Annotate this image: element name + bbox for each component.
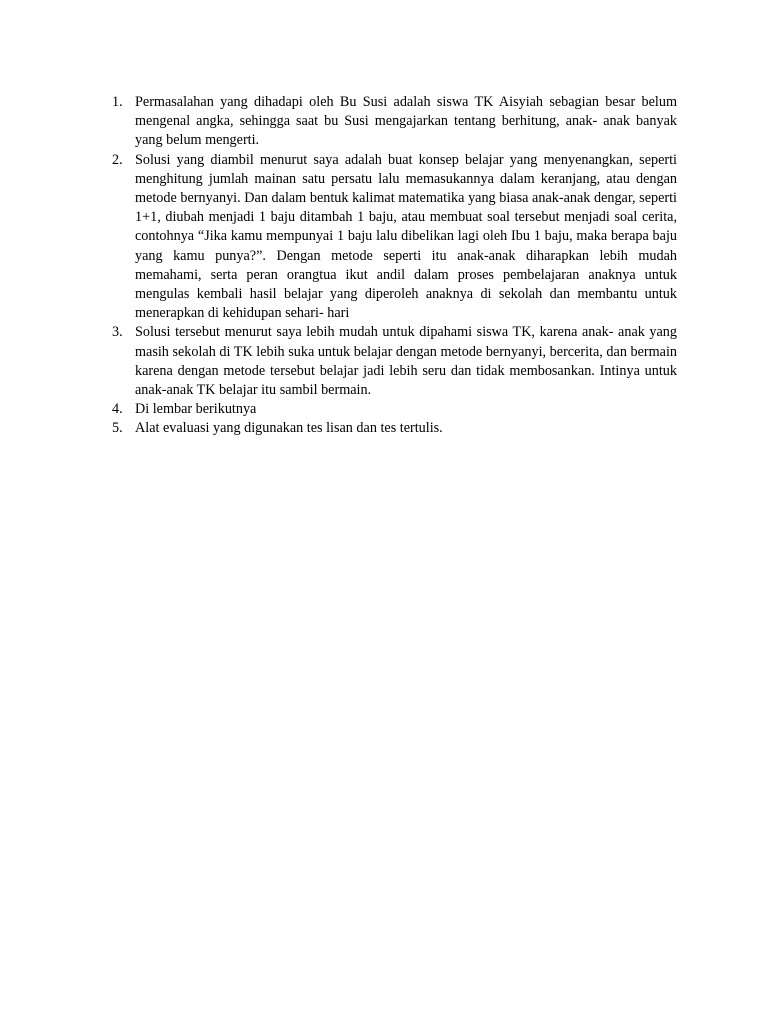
list-item <box>102 151 677 324</box>
item-number: 5. <box>112 420 123 437</box>
item-number: 3. <box>112 324 123 341</box>
answer-list <box>102 93 677 439</box>
list-item <box>102 93 677 151</box>
item-number: 1. <box>112 94 123 110</box>
list-item <box>102 323 677 400</box>
item-text: Di lembar berikutnya <box>135 401 257 418</box>
item-text: Alat evaluasi yang digunakan tes lisan dan tes tertulis. <box>135 420 443 437</box>
list-item <box>102 419 677 438</box>
item-text: Solusi tersebut menurut saya lebih mudah untuk dipahami siswa TK, karena anak- anak yang masih sekolah di TK lebih suka untuk belajar dengan metode bernyanyi, bercerita, dan bermain karena dengan metode tersebut belajar jadi lebih seru dan tidak membosankan. Intinya untuk anak-anak TK belajar itu sambil bermain. <box>135 324 677 399</box>
item-text: Solusi yang diambil menurut saya adalah buat konsep belajar yang menyenangkan, seperti menghitung jumlah mainan satu persatu lalu memasukannya dalam keranjang, atau dengan metode bernyanyi. Dan dalam bentuk kalimat matematika yang biasa anak-anak dengar, seperti 1+1, diubah menjadi 1 baju ditambah 1 baju, atau membuat soal tersebut menjadi soal cerita, contohnya “Jika kamu mempunyai 1 baju lalu dibelikan lagi oleh Ibu 1 baju, maka berapa baju yang kamu punya?”. Dengan metode seperti itu anak-anak diharapkan lebih mudah memahami, serta peran orangtua ikut andil dalam proses pembelajaran anaknya untuk mengulas kembali hasil belajar yang diperoleh anaknya di sekolah dan membantu untuk menerapkan di kehidupan sehari- hari <box>135 151 677 322</box>
item-text: Permasalahan yang dihadapi oleh Bu Susi adalah siswa TK Aisyiah sebagian besar belum mengenal angka, sehingga saat bu Susi mengajarkan tentang berhitung, anak- anak banyak yang belum mengerti. <box>135 94 677 149</box>
item-number: 2. <box>112 151 123 168</box>
item-number: 4. <box>112 401 123 418</box>
list-item <box>102 400 677 419</box>
